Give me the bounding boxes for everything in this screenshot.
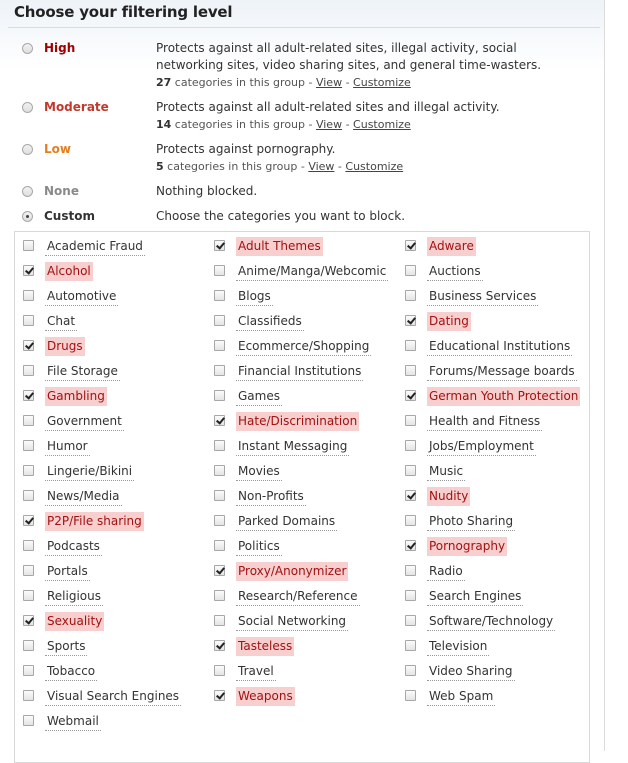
category-checkbox[interactable]: [214, 390, 225, 401]
category-label[interactable]: Portals: [45, 562, 90, 581]
category-checkbox[interactable]: [214, 290, 225, 301]
category-checkbox[interactable]: [23, 515, 34, 526]
category-checkbox[interactable]: [405, 540, 416, 551]
category-checkbox[interactable]: [405, 465, 416, 476]
category-label[interactable]: Auctions: [427, 262, 483, 281]
category-checkbox[interactable]: [214, 565, 225, 576]
category-label[interactable]: Social Networking: [236, 612, 348, 631]
category-label[interactable]: Non-Profits: [236, 487, 306, 506]
level-desc-text: Protects against all adult-related sites, illegal activity, social networking sites, video sharing sites, and general time-wasters.: [156, 41, 542, 72]
category-checkbox[interactable]: [214, 315, 225, 326]
category-checkbox[interactable]: [214, 340, 225, 351]
category-label[interactable]: Automotive: [45, 287, 118, 306]
category-label[interactable]: Blogs: [236, 287, 273, 306]
category-label[interactable]: Music: [427, 462, 465, 481]
category-label[interactable]: Alcohol: [45, 262, 93, 281]
category-checkbox[interactable]: [214, 265, 225, 276]
category-label[interactable]: Webmail: [45, 712, 101, 731]
category-label[interactable]: Hate/Discrimination: [236, 412, 359, 431]
category-label[interactable]: Pornography: [427, 537, 507, 556]
category-checkbox[interactable]: [405, 565, 416, 576]
level-desc-moderate: [156, 99, 556, 133]
radio-moderate[interactable]: [22, 102, 33, 113]
level-name-custom[interactable]: Custom: [44, 209, 95, 223]
level-name-none[interactable]: None: [44, 184, 79, 198]
category-checkbox[interactable]: [405, 365, 416, 376]
customize-link[interactable]: Customize: [345, 160, 404, 173]
level-meta: [156, 116, 556, 133]
category-label[interactable]: Research/Reference: [236, 587, 360, 606]
category-label[interactable]: Dating: [427, 312, 471, 331]
category-checkbox[interactable]: [214, 540, 225, 551]
category-checkbox[interactable]: [23, 415, 34, 426]
category-label[interactable]: Television: [427, 637, 489, 656]
category-checkbox[interactable]: [214, 415, 225, 426]
category-label[interactable]: Classifieds: [236, 312, 304, 331]
category-label[interactable]: Search Engines: [427, 587, 523, 606]
level-desc-text: Protects against all adult-related sites and illegal activity.: [156, 100, 500, 114]
category-checkbox[interactable]: [214, 590, 225, 601]
category-checkbox[interactable]: [405, 515, 416, 526]
category-label[interactable]: Visual Search Engines: [45, 687, 181, 706]
category-checkbox[interactable]: [405, 690, 416, 701]
link-separator: -: [342, 76, 354, 89]
category-checkbox[interactable]: [214, 515, 225, 526]
category-label[interactable]: Sports: [45, 637, 87, 656]
category-checkbox[interactable]: [23, 290, 34, 301]
category-label[interactable]: Video Sharing: [427, 662, 515, 681]
category-label[interactable]: Chat: [45, 312, 77, 331]
category-label[interactable]: Academic Fraud: [45, 237, 145, 256]
category-label[interactable]: Travel: [236, 662, 276, 681]
category-checkbox[interactable]: [405, 615, 416, 626]
category-label[interactable]: Adware: [427, 237, 476, 256]
category-checkbox[interactable]: [23, 340, 34, 351]
category-label[interactable]: Weapons: [236, 687, 295, 706]
customize-link[interactable]: Customize: [353, 118, 411, 131]
category-checkbox[interactable]: [23, 240, 34, 251]
level-name-moderate[interactable]: Moderate: [44, 100, 109, 114]
category-label[interactable]: Anime/Manga/Webcomic: [236, 262, 388, 281]
category-label[interactable]: Gambling: [45, 387, 107, 406]
category-checkbox[interactable]: [23, 540, 34, 551]
category-checkbox[interactable]: [214, 440, 225, 451]
category-checkbox[interactable]: [405, 315, 416, 326]
category-checkbox[interactable]: [23, 440, 34, 451]
category-label[interactable]: German Youth Protection: [427, 387, 580, 406]
category-checkbox[interactable]: [214, 665, 225, 676]
category-label[interactable]: Proxy/Anonymizer: [236, 562, 348, 581]
category-checkbox[interactable]: [405, 440, 416, 451]
category-label[interactable]: File Storage: [45, 362, 120, 381]
category-checkbox[interactable]: [214, 465, 225, 476]
category-checkbox[interactable]: [23, 265, 34, 276]
category-label[interactable]: Drugs: [45, 337, 85, 356]
category-label[interactable]: Health and Fitness: [427, 412, 542, 431]
category-label[interactable]: Games: [236, 387, 282, 406]
view-link[interactable]: View: [315, 118, 343, 131]
title-divider: [8, 27, 600, 28]
level-desc-low: [156, 141, 556, 175]
category-label[interactable]: Tasteless: [236, 637, 294, 656]
category-label[interactable]: Photo Sharing: [427, 512, 515, 531]
category-checkbox[interactable]: [405, 590, 416, 601]
category-checkbox[interactable]: [23, 715, 34, 726]
category-checkbox[interactable]: [23, 690, 34, 701]
category-checkbox[interactable]: [23, 390, 34, 401]
level-name-high[interactable]: High: [44, 41, 76, 55]
category-checkbox[interactable]: [405, 640, 416, 651]
category-label[interactable]: Jobs/Employment: [427, 437, 536, 456]
category-grid: [14, 231, 590, 763]
view-link[interactable]: View: [308, 160, 335, 173]
category-checkbox[interactable]: [405, 415, 416, 426]
category-checkbox[interactable]: [23, 365, 34, 376]
level-desc-none: Nothing blocked.: [156, 184, 258, 198]
level-meta: [156, 74, 556, 91]
category-count: 5: [156, 160, 164, 173]
category-label[interactable]: Religious: [45, 587, 103, 606]
level-desc-high: [156, 40, 556, 91]
category-checkbox[interactable]: [405, 240, 416, 251]
category-label[interactable]: Politics: [236, 537, 282, 556]
category-label[interactable]: Movies: [236, 462, 282, 481]
view-link[interactable]: View: [315, 76, 343, 89]
category-checkbox[interactable]: [23, 640, 34, 651]
level-desc-custom: Choose the categories you want to block.: [156, 209, 406, 223]
category-label[interactable]: Adult Themes: [236, 237, 323, 256]
level-meta: [156, 158, 556, 175]
category-label[interactable]: P2P/File sharing: [45, 512, 144, 531]
category-label[interactable]: Ecommerce/Shopping: [236, 337, 371, 356]
radio-low[interactable]: [22, 144, 33, 155]
radio-none[interactable]: [22, 186, 33, 197]
category-label[interactable]: Nudity: [427, 487, 470, 506]
level-name-low[interactable]: Low: [44, 142, 71, 156]
category-checkbox[interactable]: [405, 265, 416, 276]
category-label[interactable]: Lingerie/Bikini: [45, 462, 134, 481]
category-label[interactable]: Web Spam: [427, 687, 495, 706]
customize-link[interactable]: Customize: [353, 76, 411, 89]
category-checkbox[interactable]: [23, 590, 34, 601]
category-label[interactable]: Financial Institutions: [236, 362, 363, 381]
link-separator: -: [342, 118, 354, 131]
category-label[interactable]: Radio: [427, 562, 465, 581]
category-checkbox[interactable]: [23, 490, 34, 501]
category-label[interactable]: Tobacco: [45, 662, 97, 681]
category-count: 14: [156, 118, 172, 131]
category-checkbox[interactable]: [214, 490, 225, 501]
category-checkbox[interactable]: [214, 640, 225, 651]
count-suffix: categories in this group -: [163, 160, 309, 173]
category-checkbox[interactable]: [405, 340, 416, 351]
radio-high[interactable]: [22, 43, 33, 54]
level-desc-text: Protects against pornography.: [156, 142, 336, 156]
category-checkbox[interactable]: [405, 665, 416, 676]
category-checkbox[interactable]: [23, 665, 34, 676]
category-label[interactable]: Forums/Message boards: [427, 362, 577, 381]
category-label[interactable]: News/Media: [45, 487, 122, 506]
category-checkbox[interactable]: [405, 490, 416, 501]
radio-custom[interactable]: [22, 211, 33, 222]
category-label[interactable]: Sexuality: [45, 612, 104, 631]
category-label[interactable]: Business Services: [427, 287, 538, 306]
category-label[interactable]: Instant Messaging: [236, 437, 349, 456]
category-checkbox[interactable]: [405, 290, 416, 301]
category-count: 27: [156, 76, 172, 89]
category-label[interactable]: Humor: [45, 437, 90, 456]
category-label[interactable]: Government: [45, 412, 124, 431]
category-checkbox[interactable]: [214, 240, 225, 251]
category-checkbox[interactable]: [23, 315, 34, 326]
category-label[interactable]: Educational Institutions: [427, 337, 572, 356]
count-suffix: categories in this group -: [171, 76, 316, 89]
category-label[interactable]: Parked Domains: [236, 512, 337, 531]
category-checkbox[interactable]: [23, 565, 34, 576]
category-label[interactable]: Podcasts: [45, 537, 102, 556]
category-checkbox[interactable]: [214, 690, 225, 701]
category-checkbox[interactable]: [23, 615, 34, 626]
category-checkbox[interactable]: [23, 465, 34, 476]
category-checkbox[interactable]: [214, 615, 225, 626]
category-checkbox[interactable]: [405, 390, 416, 401]
panel-title: Choose your filtering level: [14, 3, 233, 21]
category-label[interactable]: Software/Technology: [427, 612, 555, 631]
category-checkbox[interactable]: [214, 365, 225, 376]
link-separator: -: [334, 160, 346, 173]
count-suffix: categories in this group -: [171, 118, 316, 131]
